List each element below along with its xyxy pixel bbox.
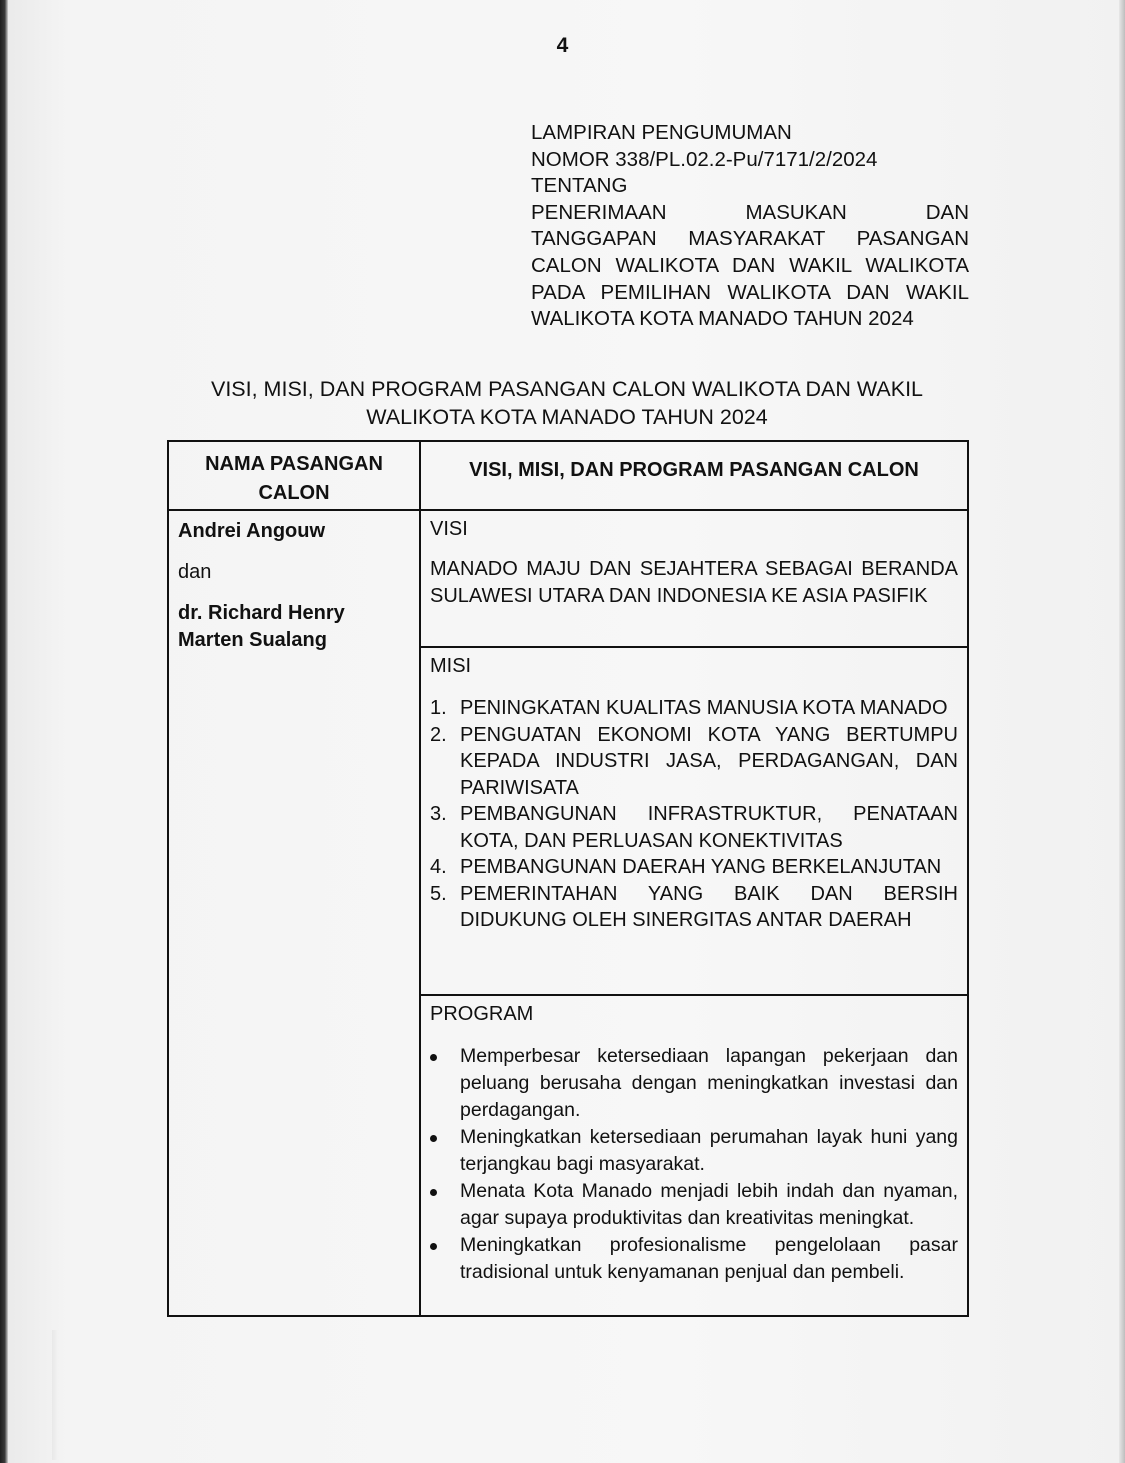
misi-number: 2. <box>430 723 447 746</box>
vision-mission-table <box>167 440 969 1317</box>
paper-fold-shadow <box>52 1330 58 1460</box>
visi-cell <box>430 516 958 610</box>
misi-text: PEMBANGUNAN DAERAH YANG BERKELANJUTAN <box>460 856 942 878</box>
misi-program-divider <box>419 994 967 996</box>
bullet-icon <box>430 1135 437 1142</box>
header-line: LAMPIRAN PENGUMUMAN <box>531 121 792 144</box>
column-header-vision: VISI, MISI, DAN PROGRAM PASANGAN CALON <box>469 459 919 481</box>
misi-number: 5. <box>430 882 447 905</box>
program-item <box>430 1232 958 1286</box>
program-text: Memperbesar ketersediaan lapangan pekerjaan dan peluang berusaha dengan meningkatkan investasi dan perdagangan. <box>460 1045 958 1121</box>
column-header-candidate <box>169 450 419 508</box>
program-item <box>430 1178 958 1232</box>
misi-item <box>430 722 958 802</box>
header-line: WALIKOTA KOTA MANADO TAHUN 2024 <box>531 307 914 331</box>
header-subject-line: PADA PEMILIHAN WALIKOTA DAN WAKIL <box>531 280 969 304</box>
candidate-names <box>178 518 414 654</box>
header-subject-line: CALON WALIKOTA DAN WAKIL WALIKOTA <box>531 253 969 277</box>
title-line: VISI, MISI, DAN PROGRAM PASANGAN CALON WALIKOTA DAN WAKIL <box>210 377 924 401</box>
misi-item <box>430 854 958 881</box>
misi-item <box>430 881 958 934</box>
program-text: Meningkatkan ketersediaan perumahan layak huni yang terjangkau bagi masyarakat. <box>460 1126 958 1175</box>
page-left-shadow <box>0 0 8 1463</box>
visi-misi-divider <box>419 646 967 648</box>
bullet-icon <box>430 1243 437 1250</box>
header-line: TENTANG <box>531 174 628 198</box>
program-heading: PROGRAM <box>430 1003 534 1025</box>
misi-number: 4. <box>430 856 447 878</box>
misi-cell <box>430 653 958 934</box>
program-list <box>430 1043 958 1286</box>
page-number: 4 <box>556 34 569 57</box>
candidate-name: dr. Richard Henry <box>178 602 345 624</box>
candidate-connector: dan <box>178 561 212 583</box>
candidate-name: Marten Sualang <box>178 629 327 651</box>
program-cell <box>430 1001 958 1286</box>
bullet-icon <box>430 1054 437 1061</box>
misi-text: PEMERINTAHAN YANG BAIK DAN BERSIH DIDUKUNG OLEH SINERGITAS ANTAR DAERAH <box>460 882 958 931</box>
visi-text: MANADO MAJU DAN SEJAHTERA SEBAGAI BERANDA SULAWESI UTARA DAN INDONESIA KE ASIA PASIFIK <box>430 558 958 607</box>
header-subject-line: TANGGAPAN MASYARAKAT PASANGAN <box>531 227 969 251</box>
visi-heading: VISI <box>430 518 468 540</box>
page-right-edge <box>1119 0 1125 1463</box>
document-title <box>150 375 984 431</box>
header-subject-line: PENERIMAAN MASUKAN DAN <box>531 200 969 224</box>
misi-number: 1. <box>430 697 447 719</box>
column-divider <box>419 442 421 1315</box>
misi-text: PENGUATAN EKONOMI KOTA YANG BERTUMPU KEPADA INDUSTRI JASA, PERDAGANGAN, DAN PARIWISATA <box>460 723 958 799</box>
column-header-line: CALON <box>258 482 330 504</box>
candidate-name: Andrei Angouw <box>178 520 326 542</box>
program-item <box>430 1124 958 1178</box>
misi-item <box>430 695 958 722</box>
misi-text: PENINGKATAN KUALITAS MANUSIA KOTA MANADO <box>460 697 948 719</box>
column-header-line: NAMA PASANGAN <box>205 453 383 475</box>
program-item <box>430 1043 958 1124</box>
program-text: Menata Kota Manado menjadi lebih indah dan nyaman, agar supaya produktivitas dan kreativitas meningkat. <box>460 1180 958 1229</box>
misi-item <box>430 801 958 854</box>
title-line: WALIKOTA KOTA MANADO TAHUN 2024 <box>366 405 768 429</box>
header-row-divider <box>169 509 967 511</box>
attachment-header <box>531 120 969 333</box>
misi-number: 3. <box>430 803 447 825</box>
misi-heading: MISI <box>430 655 472 677</box>
program-text: Meningkatkan profesionalisme pengelolaan pasar tradisional untuk kenyamanan penjual dan pembeli. <box>460 1234 958 1283</box>
misi-list <box>430 695 958 934</box>
misi-text: PEMBANGUNAN INFRASTRUKTUR, PENATAAN KOTA, DAN PERLUASAN KONEKTIVITAS <box>460 803 958 852</box>
header-line: NOMOR 338/PL.02.2-Pu/7171/2/2024 <box>531 147 878 171</box>
bullet-icon <box>430 1189 437 1196</box>
